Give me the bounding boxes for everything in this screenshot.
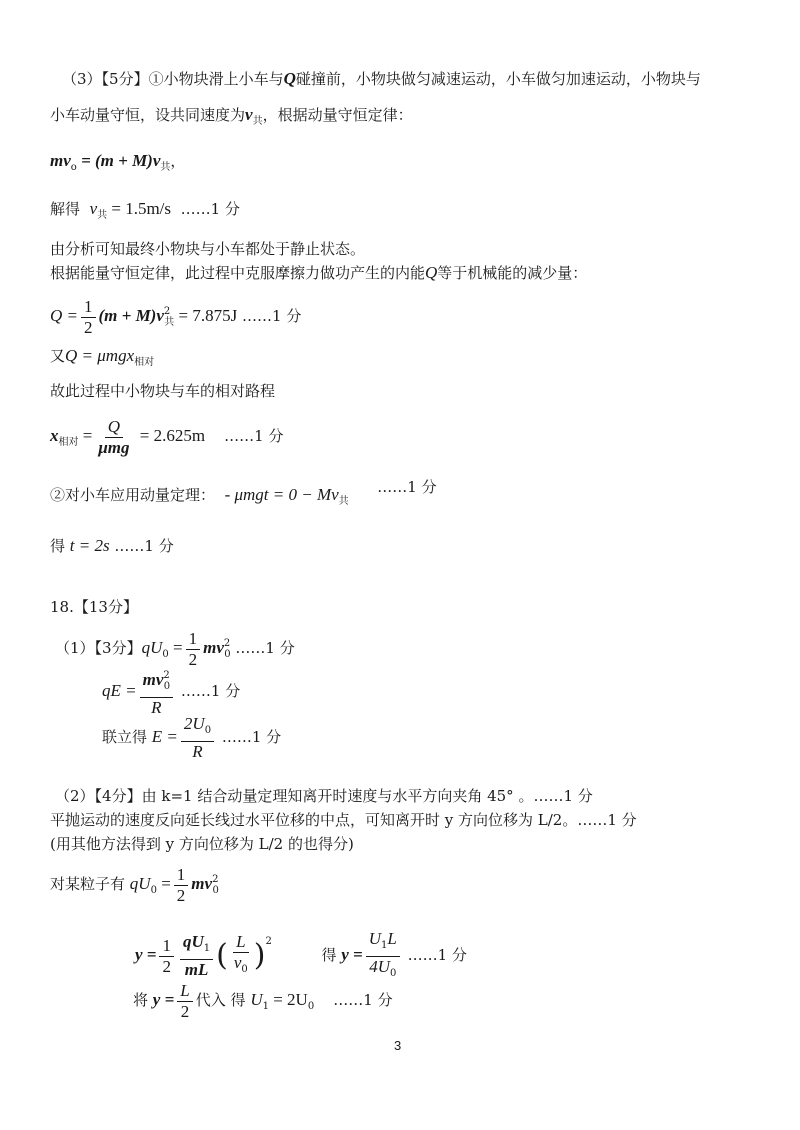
- q18-part2-eq2: y = $\frac{1}{2}$ $\frac{qU_1}{mL}$ ( $\frac{L}{v_0}$ )$^2$ 得 y = $\frac{U_1L}{4U_0}$ ……1 分: [135, 928, 467, 979]
- analysis-line1: 由分析可知最终小物块与小车都处于静止状态。: [50, 240, 366, 258]
- q18-part1-eq3: 联立得 E = $\frac{2U_0}{R}$ ……1 分: [102, 714, 282, 761]
- impulse-theorem: ②对小车应用动量定理： - $\mu mgt = 0 - Mv_共$ ……1 分: [50, 478, 437, 507]
- time-result: 得 t = 2s ……1 分: [50, 536, 174, 555]
- q18-part1-eq2: qE = $\frac{mv^2_0}{R}$ ……1 分: [102, 666, 240, 718]
- q18-part2-line3: (用其他方法得到 y 方向位移为 L/2 的也得分): [50, 835, 354, 853]
- relative-distance-equation: $x_{相对}$ = $\frac{Q}{\text{μmg}}$ = 2.625m ……1 分: [50, 416, 284, 457]
- q18-heading: 18.【13分】: [50, 598, 138, 616]
- energy-equation: Q = $\frac{1}{2}$ $(m + M)v^2_共 = 7.875J$ ……1 分: [50, 296, 302, 337]
- q18-part2-line1: （2）【4分】由 k=1 结合动量定理知离开时速度与水平方向夹角 45° 。……1 分: [55, 787, 593, 805]
- q18-part2-eq3: 将 y = $\frac{L}{2}$ 代入 得 $U_1 = 2U_0$ ……1 分: [133, 980, 393, 1021]
- q18-part2-eq1: 对某粒子有 $qU_0$ = $\frac{1}{2}$ $mv^2_0$: [50, 864, 219, 905]
- momentum-equation: $mv_o = (m + M)v_共$，: [50, 151, 186, 173]
- analysis-line2: 根据能量守恒定律，此过程中克服摩擦力做功产生的内能Q等于机械能的减少量：: [50, 263, 588, 282]
- friction-heat: 又Q = μmgx$_{相对}$: [50, 346, 155, 368]
- solve-velocity: 解得 $v_共 = 1.5m/s$ ……1 分: [50, 199, 240, 221]
- part3-intro-line1: （3）【5分】①小物块滑上小车与Q碰撞前，小物块做匀减速运动，小车做匀加速运动，小物块与: [62, 69, 701, 88]
- relative-distance-text: 故此过程中小物块与车的相对路程: [50, 382, 276, 400]
- page-number: 3: [394, 1038, 402, 1053]
- q18-part2-line2: 平抛运动的速度反向延长线过水平位移的中点，可知离开时 y 方向位移为 L/2。……1 分: [50, 811, 637, 829]
- part3-intro-line2: 小车动量守恒，设共同速度为$v_共$，根据动量守恒定律：: [50, 105, 413, 127]
- q18-part1-eq1: （1）【3分】$qU_0$ = $\frac{1}{2}$ $mv^2_0$ ……1 分: [55, 628, 295, 669]
